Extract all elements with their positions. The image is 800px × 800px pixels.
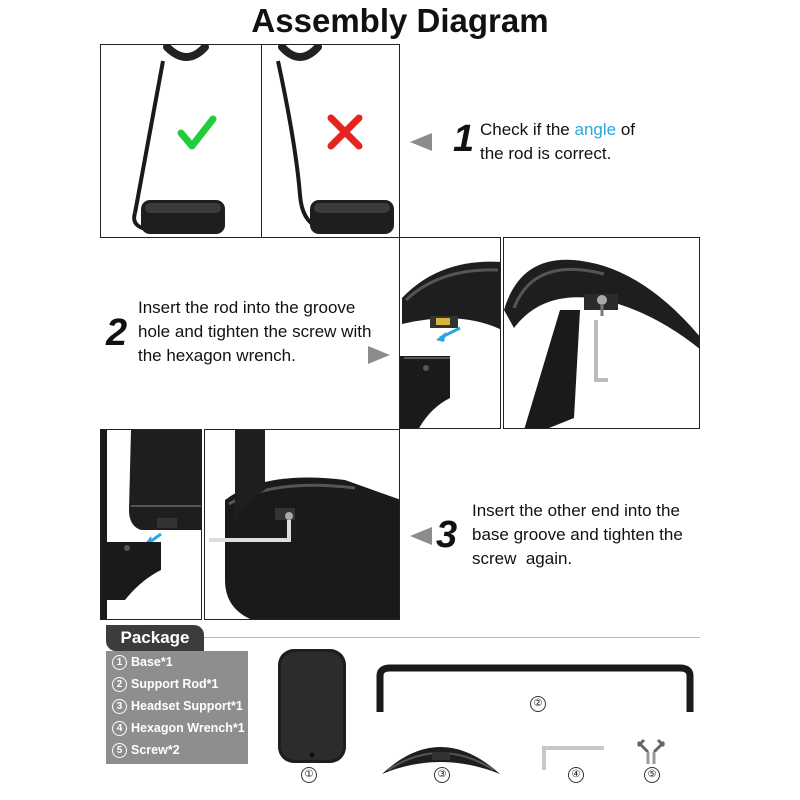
step3-number: 3 [436, 514, 458, 556]
hexagon-wrench-part-caption: ④ [568, 767, 584, 783]
step1-instruction [480, 118, 680, 166]
package-item-label: Headset Support*1 [131, 699, 243, 713]
package-item-label: Screw*2 [131, 743, 180, 757]
step2-closeup-panel [399, 237, 501, 429]
base-groove-illustration [101, 430, 202, 620]
step1-text-after: of [620, 120, 636, 139]
package-item-number: 5 [112, 743, 127, 758]
step3-line: base groove and tighten the [472, 525, 683, 544]
page-title: Assembly Diagram [251, 2, 549, 39]
step1-correct-panel [100, 44, 262, 238]
package-item-label: Support Rod*1 [131, 677, 219, 691]
step1-pointer-arrow-icon [410, 133, 432, 151]
step2-line: hole and tighten the screw with [138, 322, 372, 341]
step2-assembled-panel [503, 237, 700, 429]
package-item [112, 674, 219, 694]
step1-text-before: Check if the [480, 120, 570, 139]
package-item-label: Base*1 [131, 655, 173, 669]
cross-icon [326, 113, 364, 151]
step1-highlight: angle [574, 120, 617, 139]
step3-pointer-arrow-icon [410, 527, 432, 545]
support-screw-illustration [504, 238, 700, 429]
package-item-label: Hexagon Wrench*1 [131, 721, 245, 735]
package-item [112, 696, 243, 716]
screw-part-illustration [634, 738, 668, 766]
step3-assembled-panel [204, 429, 400, 620]
support-rod-part-caption: ② [530, 696, 546, 712]
step2-line: the hexagon wrench. [138, 346, 296, 365]
step2-number: 2 [106, 312, 128, 354]
package-item-number: 2 [112, 677, 127, 692]
step1-line2: the rod is correct. [480, 144, 612, 163]
headset-support-part-caption: ③ [434, 767, 450, 783]
step3-instruction [472, 499, 712, 571]
base-part-caption: ① [301, 767, 317, 783]
package-item [112, 652, 173, 672]
check-icon [177, 115, 217, 151]
package-item [112, 718, 245, 738]
step3-line: Insert the other end into the [472, 501, 680, 520]
step2-line: Insert the rod into the groove [138, 298, 356, 317]
step2-pointer-arrow-icon [368, 346, 390, 364]
package-list [106, 651, 248, 764]
step3-closeup-panel [100, 429, 202, 620]
base-part-illustration [276, 647, 348, 765]
package-title: Package [106, 625, 204, 651]
step1-number: 1 [453, 118, 475, 160]
screw-part-caption: ⑤ [644, 767, 660, 783]
base-screw-illustration [205, 430, 400, 620]
package-item-number: 1 [112, 655, 127, 670]
step2-instruction [138, 296, 398, 368]
support-groove-illustration [400, 238, 501, 429]
package-item [112, 740, 180, 760]
step1-wrong-panel [261, 44, 400, 238]
package-divider [204, 637, 700, 638]
package-item-number: 3 [112, 699, 127, 714]
step3-line: screw again. [472, 549, 573, 568]
package-item-number: 4 [112, 721, 127, 736]
